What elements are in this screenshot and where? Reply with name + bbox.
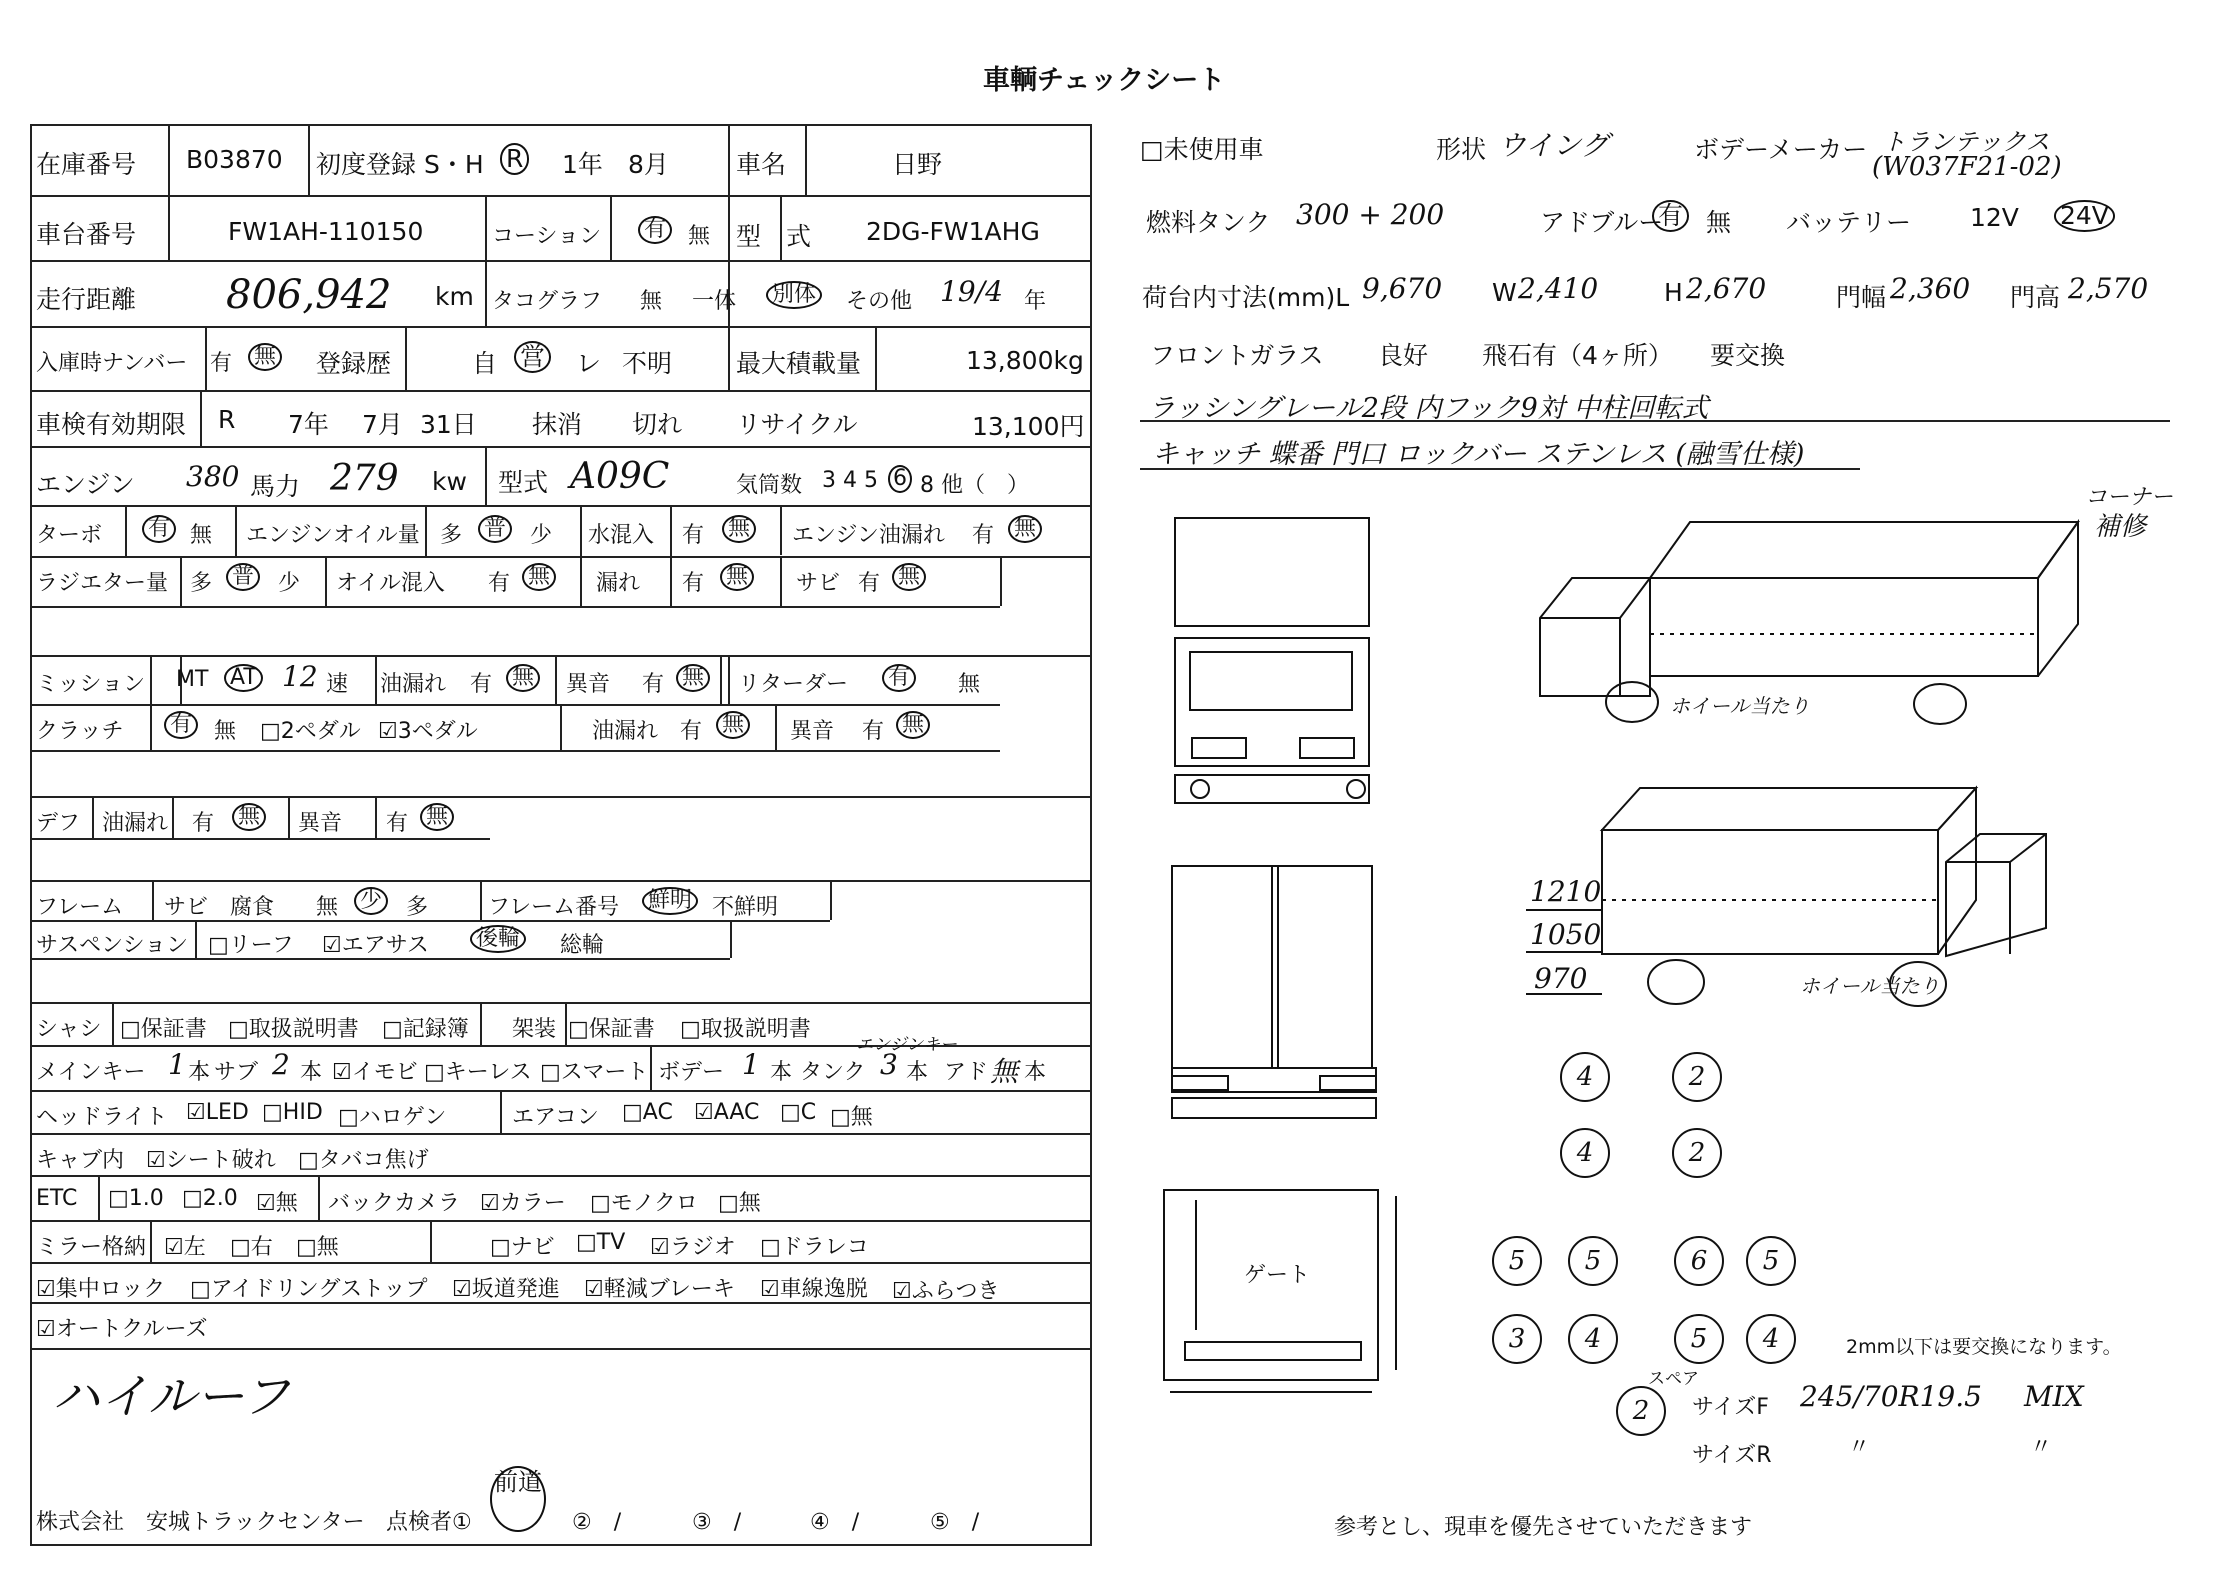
oil-mix-label: オイル混入 <box>336 571 445 596</box>
tire-row4-2: 4 <box>1568 1314 1618 1364</box>
chassis-manual: □取扱説明書 <box>228 1017 359 1042</box>
leak-yes: 有 <box>682 571 705 596</box>
tire-row3-4: 5 <box>1746 1236 1796 1286</box>
mission-label: ミッション <box>36 672 146 697</box>
mirror-none: □無 <box>296 1235 339 1260</box>
retarder-yes: 有 <box>882 664 916 692</box>
cab-cigarette-burn: □タバコ焦げ <box>298 1148 429 1173</box>
door-height-label: 門高 <box>2010 283 2061 312</box>
clutch-noise: 異音 <box>790 719 835 744</box>
keyless: □キーレス <box>424 1060 532 1085</box>
model-value: 2DG-FW1AHG <box>866 217 1040 246</box>
caution-label: コーション <box>492 224 602 249</box>
windshield-replace: 要交換 <box>1710 341 1786 370</box>
diff-noise-yes: 有 <box>386 811 409 836</box>
size-front-label: サイズF <box>1692 1395 1769 1420</box>
frame-label: フレーム <box>36 895 124 920</box>
radio: ☑ラジオ <box>650 1235 736 1260</box>
tacho-none: 無 <box>640 289 663 314</box>
adblue-no: 無 <box>1706 208 1732 237</box>
rust-no: 無 <box>892 563 926 591</box>
engine-leak-yes: 有 <box>972 523 995 548</box>
central-lock: ☑集中ロック <box>36 1277 166 1302</box>
clutch-3pedal: ☑3ペダル <box>378 719 478 744</box>
size-front: 245/70R19.5 <box>1800 1380 1982 1413</box>
remarks: ハイルーフ <box>52 1369 290 1425</box>
ad-key-label: アド <box>944 1060 989 1085</box>
frame-few: 少 <box>354 887 388 915</box>
turbo-no: 無 <box>190 523 213 548</box>
tv: □TV <box>576 1230 626 1255</box>
height-970: 970 <box>1534 962 1588 995</box>
reg-own: 自 <box>472 349 498 378</box>
etc-10: □1.0 <box>108 1186 164 1211</box>
ad-key-value: 無 <box>990 1055 1019 1088</box>
plate-yes: 有 <box>210 351 233 376</box>
water-label: 水混入 <box>588 523 655 548</box>
turbo-yes: 有 <box>142 515 176 543</box>
sub-key-label: サブ <box>214 1060 259 1085</box>
height-1050: 1050 <box>1530 918 1602 951</box>
caution-yes: 有 <box>638 216 672 244</box>
smart-key: □スマート <box>540 1060 649 1085</box>
battery-label: バッテリー <box>1786 208 1912 237</box>
frame-number-clear: 鮮明 <box>642 887 698 915</box>
company-name: 株式会社 安城トラックセンター <box>36 1510 365 1535</box>
inspector-5: ⑤ / <box>930 1510 980 1535</box>
mission-noise-yes: 有 <box>642 672 665 697</box>
reg-rental: レ <box>576 349 602 378</box>
etc-label: ETC <box>36 1186 78 1211</box>
mission-leak-yes: 有 <box>470 672 493 697</box>
frame-none: 無 <box>316 895 339 920</box>
cargo-height: 2,670 <box>1686 272 1767 305</box>
mirror-left: ☑左 <box>164 1235 206 1260</box>
battery-12v: 12V <box>1970 203 2019 232</box>
radiator-few: 少 <box>278 571 301 596</box>
tire-row2-1: 4 <box>1560 1128 1610 1178</box>
chassis-number: FW1AH-110150 <box>228 217 424 246</box>
susp-leaf: □リーフ <box>208 933 294 958</box>
turbo-label: ターボ <box>36 523 103 548</box>
main-key-label: メインキー <box>36 1060 146 1085</box>
mirror-right: □右 <box>230 1235 273 1260</box>
mission-oil-leak: 油漏れ <box>380 672 447 697</box>
spare-tire: 2 <box>1616 1386 1666 1436</box>
diff-noise-no: 無 <box>420 803 454 831</box>
inspection-day: 31日 <box>420 410 477 439</box>
mirror-label: ミラー格納 <box>36 1235 147 1260</box>
suspension-label: サスペンション <box>36 933 189 958</box>
windshield-label: フロントガラス <box>1150 341 1324 370</box>
aircon-ac: □AC <box>622 1100 673 1125</box>
chassis-record: □記録簿 <box>382 1017 469 1042</box>
oil-many: 多 <box>440 523 463 548</box>
lane-departure: ☑車線逸脱 <box>760 1277 868 1302</box>
mission-speeds: 12 <box>282 660 318 693</box>
back-camera-label: バックカメラ <box>328 1191 461 1216</box>
cargo-length: 9,670 <box>1362 272 1443 305</box>
first-reg-era: R <box>500 143 529 175</box>
corner-note: コーナー <box>2085 485 2174 510</box>
body-docs-label: 架装 <box>512 1017 557 1042</box>
chassis-label: 車台番号 <box>36 220 137 249</box>
tire-row3-3: 6 <box>1674 1236 1724 1286</box>
inspector-stamp: 前道 <box>490 1466 546 1532</box>
engine-key-note: エンジンキー <box>856 1035 958 1055</box>
engine-leak-no: 無 <box>1008 515 1042 543</box>
windshield-good: 良好 <box>1378 341 1429 370</box>
fuel-tank-label: 燃料タンク <box>1146 208 1271 237</box>
clutch-yes: 有 <box>164 711 198 739</box>
windshield-chip: 飛石有（4ヶ所） <box>1482 341 1673 370</box>
clutch-noise-yes: 有 <box>862 719 885 744</box>
recycle-value: 13,100円 <box>972 412 1085 441</box>
diff-leak-no: 無 <box>232 803 266 831</box>
size-rear-label: サイズR <box>1692 1443 1772 1468</box>
oil-few: 少 <box>530 523 553 548</box>
door-width: 2,360 <box>1890 272 1971 305</box>
door-width-label: 門幅 <box>1836 283 1887 312</box>
tire-replace-note: 2mm以下は要交換になります。 <box>1846 1336 2122 1358</box>
engine-label: エンジン <box>36 470 135 499</box>
mission-mt: MT <box>176 667 209 692</box>
inspector-2: ② / <box>572 1510 622 1535</box>
max-load-label: 最大積載量 <box>736 349 862 378</box>
sub-key-count: 2 <box>272 1048 290 1081</box>
size-rear-ditto-2: 〃 <box>2030 1435 2053 1460</box>
reg-commercial: 営 <box>514 341 551 373</box>
mileage-unit: km <box>435 282 474 311</box>
main-key-count: 1 <box>168 1048 186 1081</box>
tank-key-unit: 本 <box>906 1060 929 1085</box>
max-load-value: 13,800kg <box>966 346 1084 375</box>
shape-label: 形状 <box>1436 135 1487 164</box>
inspection-label: 車検有効期限 <box>36 410 187 439</box>
mission-noise: 異音 <box>566 672 611 697</box>
size-mix: MIX <box>2024 1380 2084 1413</box>
retarder-label: リターダー <box>738 672 849 697</box>
oil-amount-label: エンジンオイル量 <box>246 523 420 548</box>
tire-row2-2: 2 <box>1672 1128 1722 1178</box>
tacho-other: その他 <box>846 289 913 314</box>
headlight-label: ヘッドライト <box>36 1105 168 1130</box>
plate-label: 入庫時ナンバー <box>36 351 188 376</box>
reg-unknown: 不明 <box>622 349 673 378</box>
camera-mono: □モノクロ <box>590 1191 698 1216</box>
water-yes: 有 <box>682 523 705 548</box>
tire-row1-1: 4 <box>1560 1052 1610 1102</box>
clutch-label: クラッチ <box>36 719 124 744</box>
camera-color: ☑カラー <box>480 1191 566 1216</box>
unused-vehicle: □未使用車 <box>1140 135 1264 164</box>
model-label: 型 式 <box>736 222 812 251</box>
page-title: 車輌チェックシート <box>983 65 1226 96</box>
retarder-no: 無 <box>958 672 981 697</box>
headlight-halogen: □ハロゲン <box>338 1105 447 1130</box>
mileage-label: 走行距離 <box>36 285 137 314</box>
inspection-expired: 切れ <box>632 410 683 439</box>
tacho-separate: 別体 <box>766 281 822 309</box>
engine-hp: 380 <box>186 460 240 493</box>
frame-number-label: フレーム番号 <box>488 895 620 920</box>
tacho-unit: 年 <box>1024 289 1047 314</box>
clutch-oil-leak: 油漏れ <box>592 719 659 744</box>
tire-row3-2: 5 <box>1568 1236 1618 1286</box>
cylinders-selected: 6 <box>888 465 912 493</box>
cargo-height-label: H <box>1664 278 1683 307</box>
clutch-noise-no: 無 <box>896 711 930 739</box>
spare-label: スペア <box>1648 1369 1699 1389</box>
headlight-hid: □HID <box>262 1100 323 1125</box>
radiator-label: ラジエター量 <box>36 571 169 596</box>
diff-oil-leak: 油漏れ <box>102 811 169 836</box>
body-manual: □取扱説明書 <box>680 1017 811 1042</box>
tacho-value: 19/4 <box>940 275 1003 308</box>
caution-no: 無 <box>688 224 711 249</box>
size-rear-ditto-1: 〃 <box>1848 1435 1871 1460</box>
ad-key-unit: 本 <box>1024 1060 1047 1085</box>
aircon-label: エアコン <box>512 1105 599 1130</box>
susp-rear: 後輪 <box>470 925 526 953</box>
diff-label: デフ <box>36 811 81 836</box>
chassis-warranty: □保証書 <box>120 1017 207 1042</box>
clutch-no: 無 <box>214 719 237 744</box>
frame-corrode: 腐食 <box>230 895 275 920</box>
etc-20: □2.0 <box>182 1186 238 1211</box>
first-reg-month: 8月 <box>628 150 669 179</box>
rust-label: サビ <box>796 571 841 596</box>
engine-type-label: 型式 <box>498 468 549 497</box>
susp-air: ☑エアサス <box>322 933 429 958</box>
leak-no: 無 <box>720 563 754 591</box>
mission-speed-unit: 速 <box>326 672 349 697</box>
mileage-value: 806,942 <box>226 272 392 318</box>
aircon-aac: ☑AAC <box>694 1100 760 1125</box>
wheel-hit-note-1: ホイール当たり <box>1670 694 1810 718</box>
tire-row3-1: 5 <box>1492 1236 1542 1286</box>
immobilizer: ☑イモビ <box>332 1060 418 1085</box>
rust-yes: 有 <box>858 571 881 596</box>
wobble-warning: ☑ふらつき <box>892 1279 1000 1304</box>
body-note-1: ラッシングレール2段 内フック9対 中柱回転式 <box>1148 393 1709 424</box>
cylinders-rest: 8 他（ ） <box>920 473 1029 498</box>
recycle-label: リサイクル <box>736 410 858 439</box>
first-reg-year: 1年 <box>562 150 603 179</box>
tacho-integrated: 一体 <box>692 289 737 314</box>
tire-row4-1: 3 <box>1492 1314 1542 1364</box>
cylinders-opts: 3 4 5 <box>822 468 878 493</box>
engine-kw-unit: kw <box>432 467 467 496</box>
reg-history-label: 登録歴 <box>316 349 392 378</box>
engine-leak-label: エンジン油漏れ <box>792 523 945 548</box>
collision-brake: ☑軽減ブレーキ <box>584 1277 735 1302</box>
body-key-unit: 本 <box>770 1060 793 1085</box>
clutch-leak-yes: 有 <box>680 719 703 744</box>
sub-key-unit: 本 <box>300 1060 323 1085</box>
engine-kw: 279 <box>330 458 399 499</box>
body-key-count: 1 <box>742 1048 760 1081</box>
engine-type: A09C <box>570 456 670 497</box>
frame-many: 多 <box>406 895 429 920</box>
oil-mix-yes: 有 <box>488 571 511 596</box>
hill-start: ☑坂道発進 <box>452 1277 560 1302</box>
body-maker: トランテックス <box>1882 128 2050 156</box>
diff-leak-yes: 有 <box>192 811 215 836</box>
first-reg-label: 初度登録 S・H <box>316 150 484 179</box>
radiator-many: 多 <box>190 571 213 596</box>
inspection-cancelled: 抹消 <box>532 410 583 439</box>
tire-row1-2: 2 <box>1672 1052 1722 1102</box>
door-height: 2,570 <box>2068 272 2149 305</box>
cargo-width-label: W <box>1492 278 1517 307</box>
repair-note: 補修 <box>2094 512 2147 542</box>
etc-none: ☑無 <box>256 1191 298 1216</box>
frame-rust: サビ <box>164 895 209 920</box>
body-maker-label: ボデーメーカー <box>1694 135 1868 164</box>
tacho-label: タコグラフ <box>492 289 603 314</box>
cab-seat-torn: ☑シート破れ <box>146 1148 276 1173</box>
shape-value: ウイング <box>1498 129 1609 162</box>
car-name-label: 車名 <box>736 150 787 179</box>
tire-row4-3: 5 <box>1674 1314 1724 1364</box>
body-key-label: ボデー <box>658 1060 725 1085</box>
wheel-hit-note-2: ホイール当たり <box>1800 974 1940 998</box>
tank-key-label: タンク <box>800 1060 866 1085</box>
navi: □ナビ <box>490 1235 555 1260</box>
mission-leak-no: 無 <box>506 664 540 692</box>
diff-noise: 異音 <box>298 811 343 836</box>
cargo-width: 2,410 <box>1518 272 1599 305</box>
oil-mix-no: 無 <box>522 563 556 591</box>
fuel-tank-value: 300 + 200 <box>1296 198 1445 231</box>
susp-all: 総輪 <box>560 933 605 958</box>
stock-label: 在庫番号 <box>36 150 137 179</box>
cylinders-label: 気筒数 <box>736 473 803 498</box>
tank-key-count: 3 <box>880 1048 898 1081</box>
dashcam: □ドラレコ <box>760 1235 869 1260</box>
leak-label: 漏れ <box>596 571 641 596</box>
radiator-ok: 普 <box>226 563 260 591</box>
reference-note: 参考とし、現車を優先させていただきます <box>1334 1515 1753 1540</box>
aircon-c: □C <box>780 1100 817 1125</box>
engine-hp-unit: 馬力 <box>250 472 301 501</box>
camera-none: □無 <box>718 1191 761 1216</box>
gate-label: ゲート <box>1244 1263 1311 1288</box>
tire-row4-4: 4 <box>1746 1314 1796 1364</box>
main-key-unit: 本 <box>188 1060 211 1085</box>
inspection-year: 7年 <box>288 410 329 439</box>
frame-number-unclear: 不鮮明 <box>712 895 779 920</box>
clutch-2pedal: □2ペダル <box>260 719 361 744</box>
auto-cruise: ☑オートクルーズ <box>36 1317 208 1342</box>
inspector-4: ④ / <box>810 1510 860 1535</box>
oil-ok: 普 <box>478 515 512 543</box>
inspection-month: 7月 <box>362 410 403 439</box>
clutch-leak-no: 無 <box>716 711 750 739</box>
body-note-2: キャッチ 蝶番 門口 ロックバー ステンレス (融雪仕様) <box>1152 439 1805 470</box>
plate-no: 無 <box>248 343 282 371</box>
headlight-led: ☑LED <box>186 1100 249 1125</box>
water-no: 無 <box>722 515 756 543</box>
body-maker-code: (W037F21-02) <box>1872 152 2062 182</box>
height-1210: 1210 <box>1530 875 1602 908</box>
body-warranty: □保証書 <box>568 1017 655 1042</box>
adblue-yes: 有 <box>1652 200 1689 232</box>
aircon-none: □無 <box>830 1105 873 1130</box>
inspector-label: 点検者① <box>386 1510 472 1535</box>
cab-label: キャブ内 <box>36 1148 125 1173</box>
inspector-3: ③ / <box>692 1510 742 1535</box>
adblue-label: アドブルー <box>1540 208 1664 237</box>
cargo-dims-label: 荷台内寸法(mm)L <box>1142 283 1350 312</box>
mission-at: AT <box>224 664 263 692</box>
battery-24v: 24V <box>2054 200 2115 232</box>
car-name-value: 日野 <box>892 150 943 179</box>
stock-number: B03870 <box>186 145 283 174</box>
inspection-era: R <box>218 405 236 434</box>
chassis-docs-label: シャシ <box>36 1017 102 1042</box>
mission-noise-no: 無 <box>676 664 710 692</box>
idling-stop: □アイドリングストップ <box>190 1277 428 1302</box>
